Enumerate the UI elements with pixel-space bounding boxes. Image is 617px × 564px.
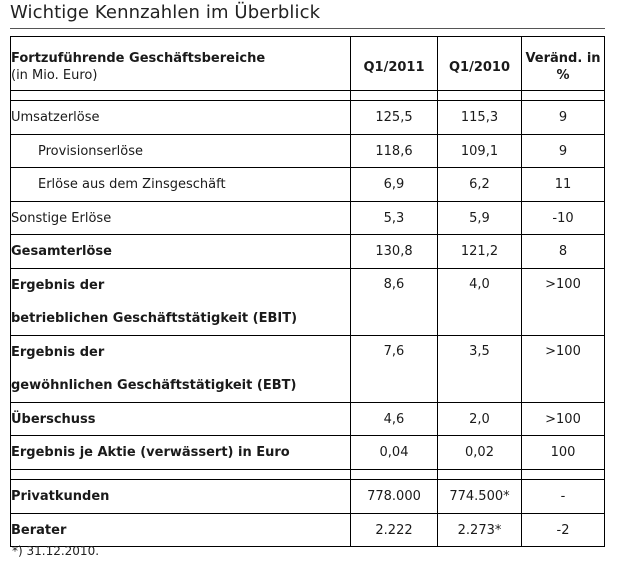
- row-change: 100: [522, 436, 605, 470]
- footnote: *) 31.12.2010.: [12, 544, 100, 558]
- header-q1-2011: Q1/2011: [351, 37, 438, 91]
- row-value-2010: 121,2: [438, 235, 522, 269]
- row-value-2011: 4,6: [351, 403, 438, 436]
- table-row: [11, 436, 605, 470]
- table-header-row: [11, 37, 605, 91]
- row-value-2010: 0,02: [438, 436, 522, 470]
- page-title: Wichtige Kennzahlen im Überblick: [10, 2, 321, 23]
- row-label-line2: betrieblichen Geschäftstätigkeit (EBIT): [11, 311, 298, 326]
- header-change-line2: %: [556, 68, 570, 83]
- row-label: Gesamterlöse: [11, 235, 351, 269]
- row-label: [11, 269, 351, 336]
- row-value-2011: 5,3: [351, 202, 438, 235]
- table-row: [11, 168, 605, 202]
- row-value-2010: 6,2: [438, 168, 522, 202]
- row-value-2010: 115,3: [438, 101, 522, 135]
- table-row: [11, 514, 605, 547]
- row-value-2011: 130,8: [351, 235, 438, 269]
- row-label-line2: gewöhnlichen Geschäftstätigkeit (EBT): [11, 378, 297, 393]
- header-label-cell: [11, 37, 351, 91]
- row-value-2011: 0,04: [351, 436, 438, 470]
- row-value-2011: 118,6: [351, 135, 438, 168]
- row-value-2010: 774.500*: [438, 480, 522, 514]
- header-change-cell: [522, 37, 605, 91]
- row-change: >100: [522, 403, 605, 436]
- table-row: [11, 135, 605, 168]
- row-label: Berater: [11, 514, 351, 547]
- row-value-2010: 3,5: [438, 336, 522, 403]
- table-row: [11, 235, 605, 269]
- key-figures-table: [10, 36, 605, 547]
- row-change: -2: [522, 514, 605, 547]
- row-change: 9: [522, 135, 605, 168]
- table-row: [11, 101, 605, 135]
- row-change: -10: [522, 202, 605, 235]
- table-row: [11, 403, 605, 436]
- row-value-2010: 4,0: [438, 269, 522, 336]
- row-value-2011: 2.222: [351, 514, 438, 547]
- header-q1-2010: Q1/2010: [438, 37, 522, 91]
- row-label: Sonstige Erlöse: [11, 202, 351, 235]
- row-label: Erlöse aus dem Zinsgeschäft: [11, 168, 351, 202]
- row-label: Privatkunden: [11, 480, 351, 514]
- row-change: 9: [522, 101, 605, 135]
- row-value-2010: 109,1: [438, 135, 522, 168]
- spacer-row: [11, 91, 605, 101]
- table-row: [11, 336, 605, 403]
- row-label: Ergebnis je Aktie (verwässert) in Euro: [11, 436, 351, 470]
- row-value-2011: 125,5: [351, 101, 438, 135]
- table-row: [11, 269, 605, 336]
- header-label-unit: (in Mio. Euro): [11, 68, 98, 83]
- row-label: Überschuss: [11, 403, 351, 436]
- row-value-2010: 2.273*: [438, 514, 522, 547]
- row-label: [11, 336, 351, 403]
- row-value-2011: 8,6: [351, 269, 438, 336]
- row-value-2011: 6,9: [351, 168, 438, 202]
- row-change: -: [522, 480, 605, 514]
- row-change: 8: [522, 235, 605, 269]
- header-label-title: Fortzuführende Geschäftsbereiche: [11, 51, 266, 66]
- table-row: [11, 480, 605, 514]
- row-value-2011: 7,6: [351, 336, 438, 403]
- row-label-line1: Ergebnis der: [11, 345, 105, 360]
- table-row: [11, 202, 605, 235]
- row-label-line1: Ergebnis der: [11, 278, 105, 293]
- spacer-row: [11, 470, 605, 480]
- header-change-line1: Veränd. in: [525, 51, 601, 66]
- row-value-2010: 2,0: [438, 403, 522, 436]
- title-divider: [10, 28, 605, 29]
- row-label: Provisionserlöse: [11, 135, 351, 168]
- row-change: >100: [522, 269, 605, 336]
- row-value-2010: 5,9: [438, 202, 522, 235]
- row-label: Umsatzerlöse: [11, 101, 351, 135]
- row-change: >100: [522, 336, 605, 403]
- row-value-2011: 778.000: [351, 480, 438, 514]
- row-change: 11: [522, 168, 605, 202]
